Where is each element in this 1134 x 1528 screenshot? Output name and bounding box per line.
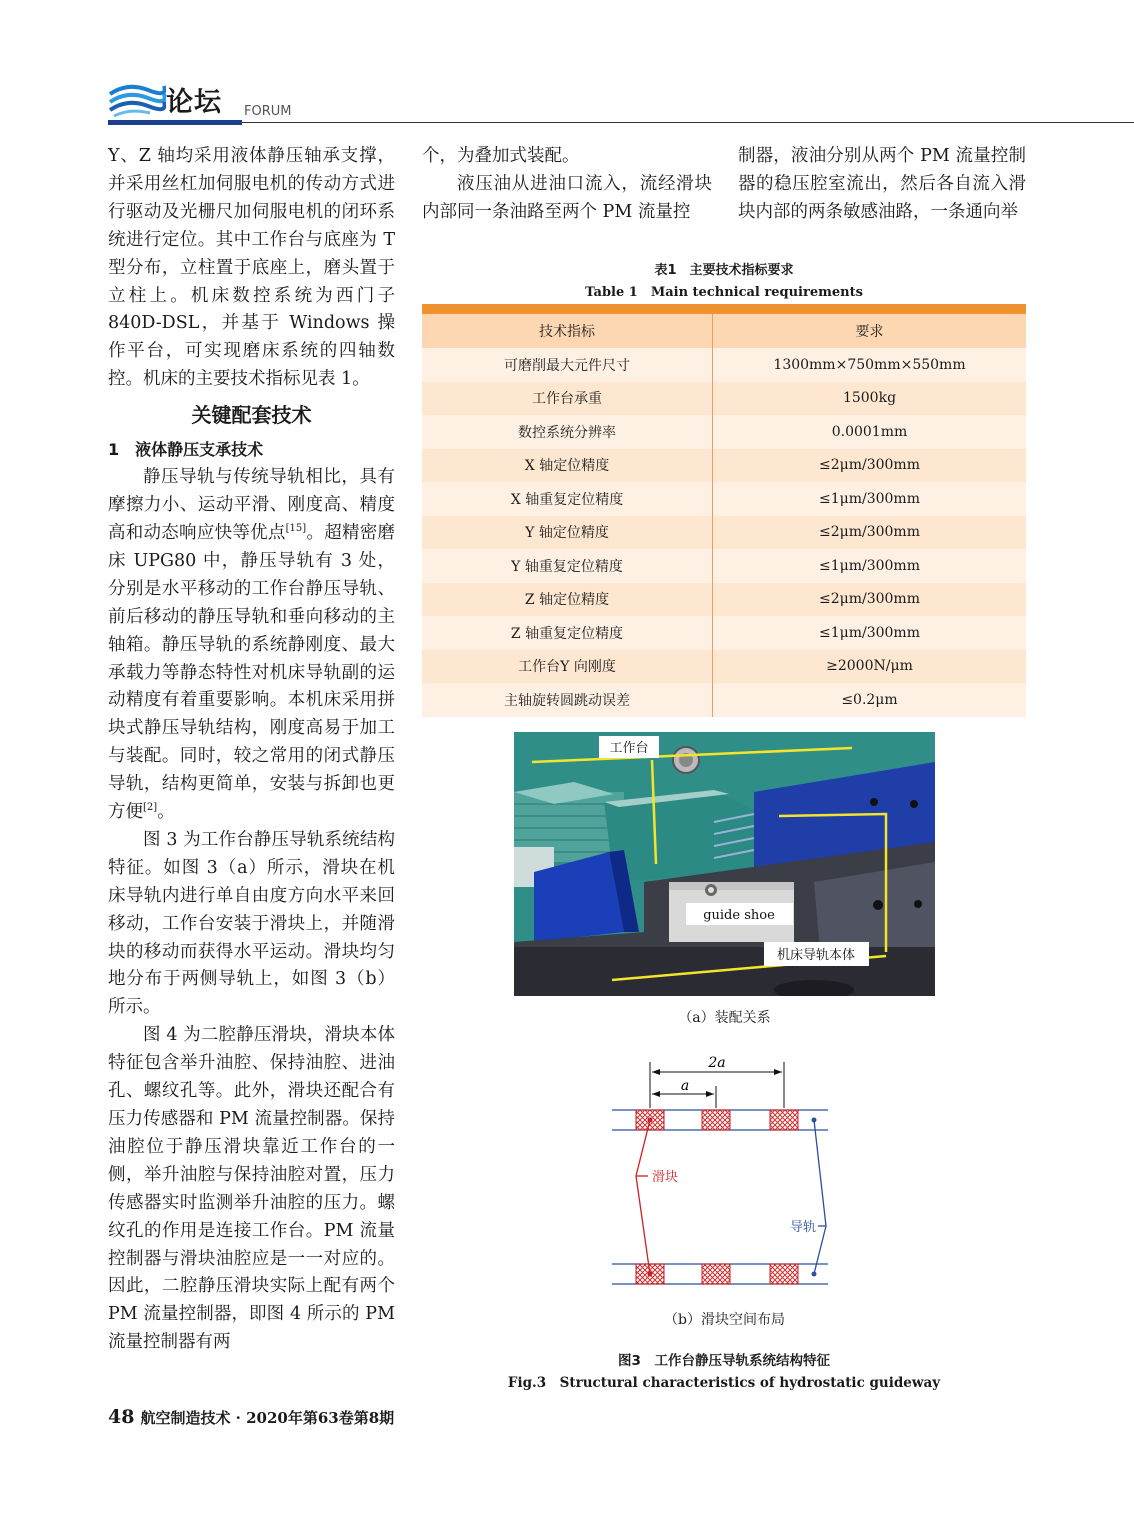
- spec-name-cell: Z 轴重复定位精度: [422, 616, 713, 650]
- spec-value-cell: ≤1μm/300mm: [713, 616, 1027, 650]
- paragraph: 个，为叠加式装配。: [422, 146, 580, 166]
- spec-value-cell: ≥2000N/μm: [713, 650, 1027, 684]
- page-number: 48: [108, 1406, 135, 1428]
- paragraph: Y、Z 轴均采用液体静压轴承支撑，并采用丝杠加伺服电机的传动方式进行驱动及光栅尺加伺服电机的闭环系统进行定位。其中工作台与底座为 T 型分布，立柱置于底座上，磨头置于立柱上。机床数控系统为西门子 840D-DSL，并基于 Windows 操作平台，可实现磨床系统的四轴数控。机床的主要技术指标见表 1。: [108, 146, 395, 390]
- spec-value-cell: ≤2μm/300mm: [713, 516, 1027, 550]
- table-row: [422, 683, 1026, 717]
- header-rule-thin: [242, 122, 1134, 123]
- spec-name-cell: X 轴定位精度: [422, 449, 713, 483]
- spec-table: [422, 304, 1026, 717]
- citation[interactable]: [15]: [285, 523, 307, 535]
- slider-layout-figure: [610, 1050, 832, 1290]
- table-row: [422, 382, 1026, 416]
- subsection-heading: 1 液体静压支承技术: [108, 440, 264, 460]
- page-footer: [108, 1406, 394, 1428]
- section-subtitle: FORUM: [244, 104, 292, 119]
- citation[interactable]: [2]: [143, 802, 158, 814]
- paragraph: 制器，液油分别从两个 PM 流量控制器的稳压腔室流出，然后各自流入滑块内部的两条敏感油路，一条通向举: [738, 146, 1026, 222]
- section-title: 论坛: [166, 87, 222, 118]
- spec-value-cell: ≤1μm/300mm: [713, 549, 1027, 583]
- paragraph: 图 4 为二腔静压滑块，滑块本体特征包含举升油腔、保持油腔、进油孔、螺纹孔等。此外，滑块还配合有压力传感器和 PM 流量控制器。保持油腔位于静压滑块靠近工作台的一侧，举升油腔与保持油腔对置，压力传感器实时监测举升油腔的压力。螺纹孔的作用是连接工作台。PM 流量控制器与滑块油腔应是一一对应的。因此，二腔静压滑块实际上配有两个 PM 流量控制器，即图 4 所示的 PM 流量控制器有两: [108, 1025, 395, 1353]
- subfigure-caption-a: （a）装配关系: [678, 1010, 771, 1026]
- spec-value-cell: 1500kg: [713, 382, 1027, 416]
- column-middle: [422, 143, 712, 227]
- spec-name-cell: Y 轴定位精度: [422, 516, 713, 550]
- spec-name-cell: 主轴旋转圆跳动误差: [422, 683, 713, 717]
- spec-value-cell: ≤1μm/300mm: [713, 482, 1027, 516]
- column-left: [108, 143, 395, 1357]
- table-row: [422, 415, 1026, 449]
- figure-caption-zh: 图3 工作台静压导轨系统结构特征: [618, 1353, 830, 1369]
- spec-name-cell: 可磨削最大元件尺寸: [422, 348, 713, 382]
- page-header: [108, 78, 1134, 128]
- spec-value-cell: ≤2μm/300mm: [713, 583, 1027, 617]
- spec-name-cell: Z 轴定位精度: [422, 583, 713, 617]
- spec-name-cell: X 轴重复定位精度: [422, 482, 713, 516]
- table-header: 技术指标: [422, 309, 713, 348]
- table-header: 要求: [713, 309, 1027, 348]
- column-right: [738, 143, 1026, 227]
- subfigure-caption-b: （b）滑块空间布局: [664, 1312, 785, 1328]
- spec-name-cell: Y 轴重复定位精度: [422, 549, 713, 583]
- table-row: [422, 650, 1026, 684]
- table-caption: [422, 260, 1026, 304]
- table-row: [422, 583, 1026, 617]
- label-worktable: 工作台: [609, 741, 649, 756]
- label-guide-shoe: guide shoe: [703, 908, 775, 923]
- dim-2a-label: 2a: [708, 1055, 726, 1071]
- paragraph: 静压导轨与传统导轨相比，具有摩擦力小、运动平滑、刚度高、精度高和动态响应快等优点[15]。超精密磨床 UPG80 中，静压导轨有 3 处，分别是水平移动的工作台静压导轨、前后移动的静压导轨和垂向移动的主轴箱。静压导轨的系统静刚度、最大承载力等静态特性对机床导轨副的运动精度有着重要影响。本机床采用拼块式静压导轨结构，刚度高易于加工与装配。同时，较之常用的闭式静压导轨，结构更简单，安装与拆卸也更方便[2]。: [108, 467, 396, 823]
- forum-logo-icon: [108, 80, 166, 120]
- table-row: [422, 549, 1026, 583]
- header-rule-thick: [108, 120, 242, 125]
- paragraph: 图 3 为工作台静压导轨系统结构特征。如图 3（a）所示，滑块在机床导轨内进行单自由度方向水平来回移动，工作台安装于滑块上，并随滑块的移动而获得水平运动。滑块均匀地分布于两侧导轨上，如图 3（b）所示。: [108, 829, 395, 1018]
- table-row: [422, 482, 1026, 516]
- section-heading: 关键配套技术: [191, 403, 312, 428]
- table-row: [422, 516, 1026, 550]
- spec-value-cell: 1300mm×750mm×550mm: [713, 348, 1027, 382]
- journal-info: 航空制造技术 · 2020年第63卷第8期: [140, 1409, 395, 1427]
- table-row: [422, 616, 1026, 650]
- paragraph: 液压油从进油口流入，流经滑块内部同一条油路至两个 PM 流量控: [422, 173, 712, 222]
- spec-value-cell: ≤0.2μm: [713, 683, 1027, 717]
- assembly-figure: [514, 732, 935, 996]
- table-row: [422, 449, 1026, 483]
- table-caption-zh: 表1 主要技术指标要求: [654, 263, 794, 278]
- spec-name-cell: 工作台Y 向刚度: [422, 650, 713, 684]
- table-row: [422, 348, 1026, 382]
- label-rail: 导轨: [790, 1220, 817, 1235]
- spec-value-cell: 0.0001mm: [713, 415, 1027, 449]
- spec-value-cell: ≤2μm/300mm: [713, 449, 1027, 483]
- table-caption-en: Table 1 Main technical requirements: [585, 285, 863, 300]
- dim-a-label: a: [680, 1078, 690, 1094]
- spec-name-cell: 数控系统分辨率: [422, 415, 713, 449]
- figure-caption: [422, 1350, 1026, 1394]
- label-slider: 滑块: [652, 1170, 679, 1185]
- spec-name-cell: 工作台承重: [422, 382, 713, 416]
- label-machine-rail: 机床导轨本体: [776, 948, 856, 963]
- figure-caption-en: Fig.3 Structural characteristics of hydrostatic guideway: [507, 1375, 941, 1391]
